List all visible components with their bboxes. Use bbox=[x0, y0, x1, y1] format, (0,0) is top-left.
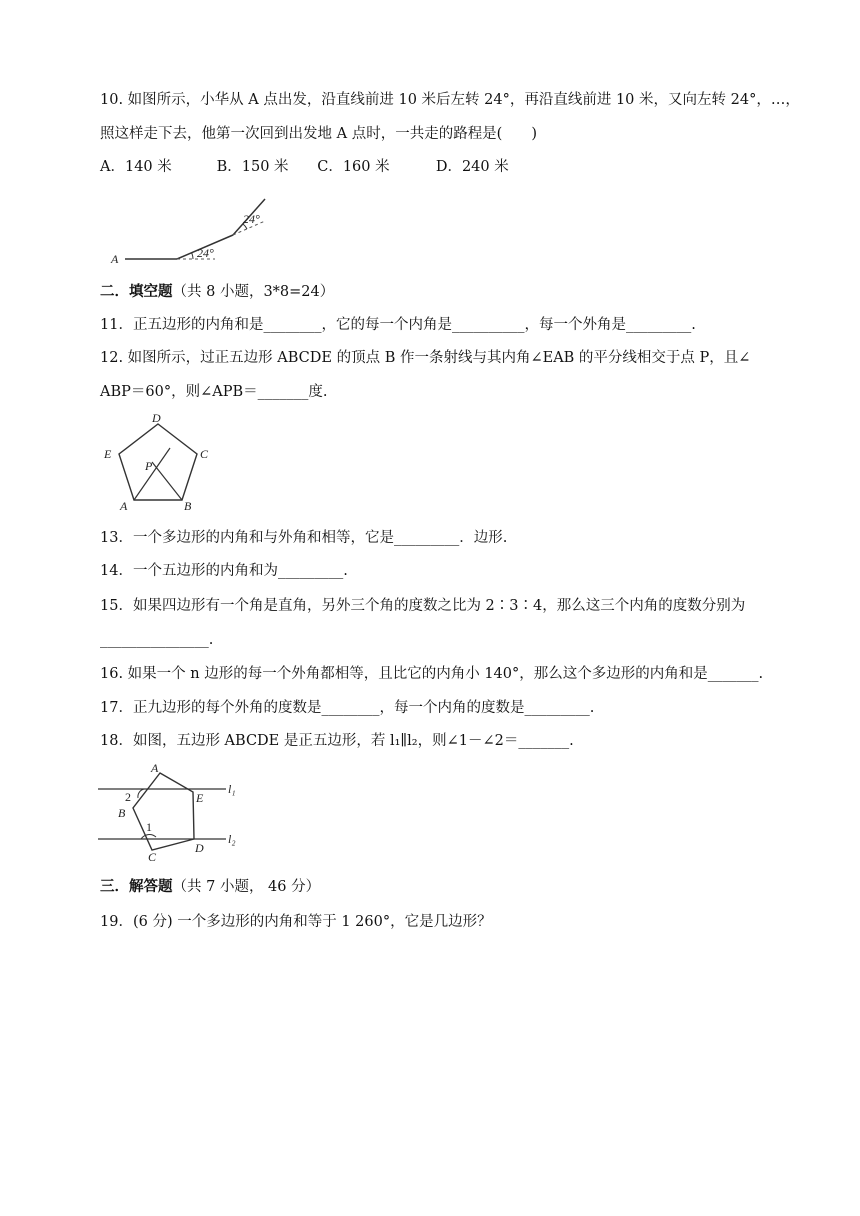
q16-text: 16. 如果一个 n 边形的每一个外角都相等，且比它的内角小 140°，那么这个多边形的内角和是_______. bbox=[100, 666, 764, 682]
q18-label-a: A bbox=[151, 761, 159, 775]
q12-label-d: D bbox=[152, 412, 161, 425]
q11-text: 11．正五边形的内角和是________，它的每一个内角是__________，每一个外角是_________. bbox=[100, 317, 696, 333]
q10-line1: 10. 如图所示，小华从 A 点出发，沿直线前进 10 米后左转 24°，再沿直线前进 10 米，又向左转 24°，…， bbox=[100, 92, 800, 108]
q12-label-a: A bbox=[120, 499, 128, 513]
q18-angle2-label: 2 bbox=[125, 790, 131, 804]
section3-heading bbox=[100, 877, 770, 897]
q10-option-c: C．160 米 bbox=[317, 159, 390, 175]
q13-text: 13．一个多边形的内角和与外角和相等，它是_________．边形. bbox=[100, 530, 508, 546]
q18-label-l1: l₁ bbox=[228, 782, 236, 796]
q19-text: 19．(6 分) 一个多边形的内角和等于 1 260°，它是几边形？ bbox=[100, 914, 492, 930]
q10-option-a: A．140 米 bbox=[100, 159, 172, 175]
q12-line2: ABP＝60°，则∠APB＝_______度. bbox=[100, 384, 328, 400]
q10-figure bbox=[105, 195, 275, 270]
section3-title: 三．解答题 bbox=[100, 878, 173, 895]
q18-label-l2: l₂ bbox=[228, 832, 236, 846]
q18-label-d: D bbox=[195, 841, 204, 855]
q18-label-b: B bbox=[118, 806, 126, 820]
section2-heading bbox=[100, 282, 770, 302]
q12-line1: 12. 如图所示，过正五边形 ABCDE 的顶点 B 作一条射线与其内角∠EAB 的平分线相交于点 P，且∠ bbox=[100, 350, 751, 366]
q10-option-b: B．150 米 bbox=[216, 159, 289, 175]
q10-option-d: D．240 米 bbox=[435, 159, 509, 175]
q17-text: 17．正九边形的每个外角的度数是________，每一个内角的度数是_________. bbox=[100, 700, 595, 716]
q12-label-c: C bbox=[200, 447, 209, 461]
q12-label-p: P bbox=[145, 459, 153, 473]
q15-line1: 15．如果四边形有一个角是直角，另外三个角的度数之比为 2∶3∶4，那么这三个内角的度数分别为 bbox=[100, 598, 746, 614]
q14-text: 14．一个五边形的内角和为_________. bbox=[100, 563, 348, 579]
q10-options bbox=[100, 157, 770, 177]
section3-note: （共 7 小题， 46 分） bbox=[172, 879, 321, 895]
q10-point-a-label: A bbox=[111, 252, 119, 266]
q12-label-b: B bbox=[184, 499, 192, 513]
q18-label-c: C bbox=[148, 850, 157, 864]
q10-line2: 照这样走下去，他第一次回到出发地 A 点时，一共走的路程是( ) bbox=[100, 126, 538, 142]
section2-note: （共 8 小题，3*8=24） bbox=[172, 284, 335, 300]
section2-title: 二．填空题 bbox=[100, 283, 173, 300]
q18-angle1-label: 1 bbox=[146, 820, 152, 834]
q12-label-e: E bbox=[104, 447, 112, 461]
q12-figure bbox=[98, 412, 218, 517]
q18-text: 18．如图，五边形 ABCDE 是正五边形，若 l₁∥l₂，则∠1－∠2＝_______. bbox=[100, 733, 574, 749]
q18-figure bbox=[98, 760, 248, 865]
q18-label-e: E bbox=[196, 791, 204, 805]
q15-line2: _______________. bbox=[100, 632, 214, 648]
q10-angle1-label: 24° bbox=[197, 246, 214, 260]
q10-angle2-label: 24° bbox=[243, 212, 260, 226]
